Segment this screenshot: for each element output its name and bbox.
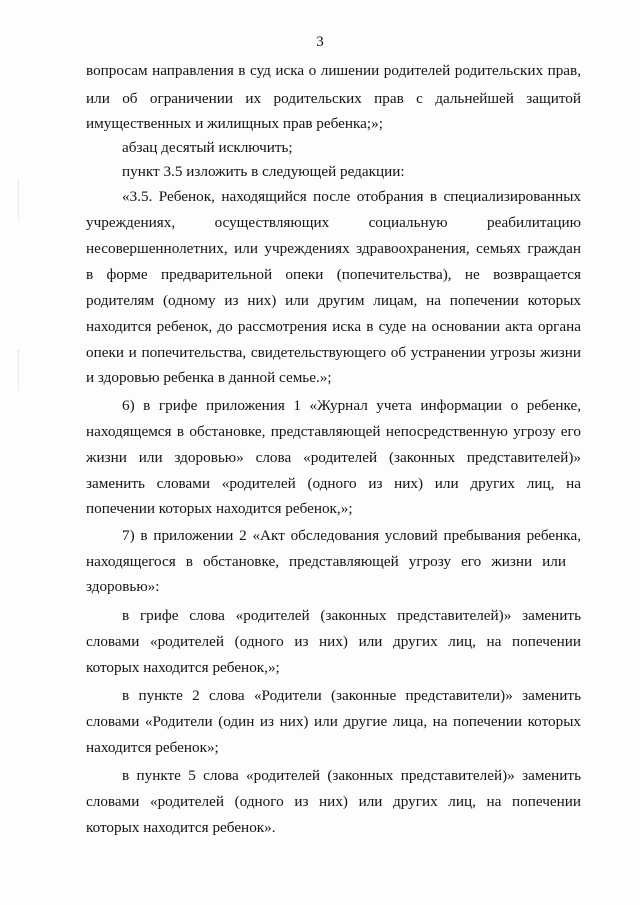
text-line: находящемся в обстановке, представляющей непосредственную угрозу его	[86, 423, 581, 440]
text-line: и здоровью ребенка в данной семье.»;	[86, 369, 332, 386]
text-line: несовершеннолетних, или учреждениях здравоохранения, семьях граждан	[86, 240, 581, 257]
text-line: которых находится ребенок».	[86, 819, 276, 836]
text-line: словами «родителей (одного из них) или других лиц, на попечении	[86, 633, 581, 650]
text-line: находится ребенок, до рассмотрения иска в суде на основании акта органа	[86, 318, 581, 335]
text-line: имущественных и жилищных прав ребенка;»;	[86, 115, 383, 132]
text-line: в форме предварительной опеки (попечительства), не возвращается	[86, 266, 581, 283]
text-line: в пункте 5 слова «родителей (законных представителей)» заменить	[122, 767, 581, 784]
text-line: заменить словами «родителей (одного из них) или других лиц, на	[86, 475, 581, 492]
text-line: абзац десятый исключить;	[122, 139, 293, 156]
text-line: попечении которых находится ребенок,»;	[86, 500, 353, 517]
text-line: 7) в приложении 2 «Акт обследования условий пребывания ребенка,	[122, 527, 581, 544]
text-line: словами «родителей (одного из них) или других лиц, на попечении	[86, 793, 581, 810]
text-line: находящегося в обстановке, представляющей угрозу его жизни или	[86, 553, 566, 570]
text-line: или об ограничении их родительских прав с дальнейшей защитой	[86, 90, 581, 107]
scan-artifact	[18, 350, 35, 390]
text-line: в грифе слова «родителей (законных представителей)» заменить	[122, 607, 581, 624]
text-line: вопросам направления в суд иска о лишении родителей родительских прав,	[86, 62, 581, 79]
text-line: жизни или здоровью» слова «родителей (законных представителей)»	[86, 449, 581, 466]
text-line: которых находится ребенок,»;	[86, 659, 280, 676]
scan-artifact	[18, 180, 35, 220]
text-line: учреждениях, осуществляющих социальную реабилитацию	[86, 214, 581, 231]
text-line: родителям (одному из них) или другим лицам, на попечении которых	[86, 292, 581, 309]
text-line: «3.5. Ребенок, находящийся после отобрания в специализированных	[122, 188, 581, 205]
text-line: здоровью»:	[86, 578, 160, 595]
page-number: 3	[316, 34, 324, 50]
text-line: пункт 3.5 изложить в следующей редакции:	[122, 163, 405, 180]
text-line: словами «Родители (один из них) или другие лица, на попечении которых	[86, 713, 581, 730]
text-line: находится ребенок»;	[86, 739, 219, 756]
text-line: опеки и попечительства, свидетельствующего об устранении угрозы жизни	[86, 344, 581, 361]
text-line: 6) в грифе приложения 1 «Журнал учета информации о ребенке,	[122, 397, 581, 414]
text-line: в пункте 2 слова «Родители (законные представители)» заменить	[122, 687, 581, 704]
